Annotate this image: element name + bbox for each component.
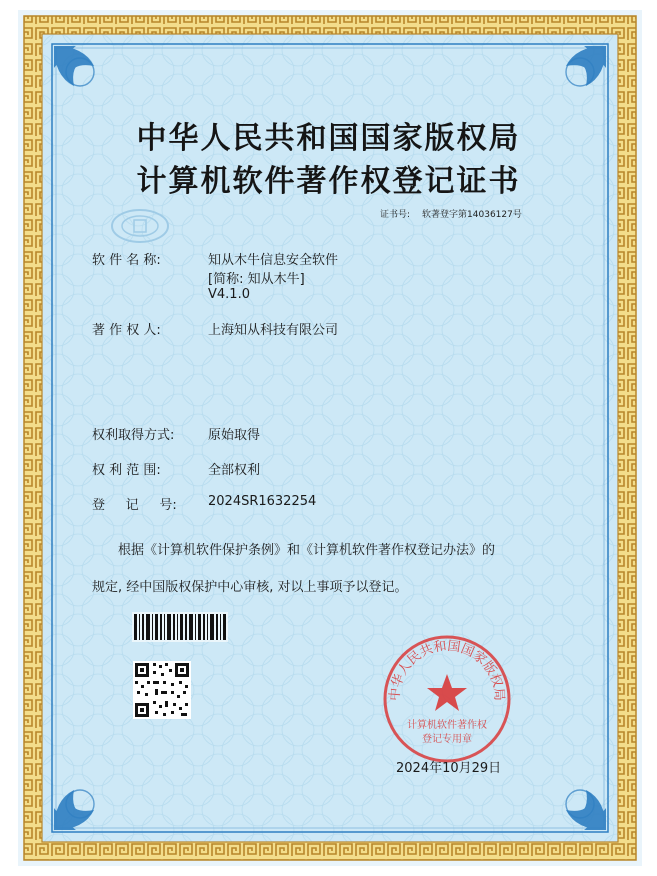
- certificate-title-line2: 计算机软件著作权登记证书: [136, 164, 521, 199]
- field-label-registration-no: 登 记 号:: [92, 498, 177, 513]
- field-value-scope: 全部权利: [208, 463, 261, 478]
- field-value-registration-no: 2024SR1632254: [208, 494, 317, 509]
- issue-date: 2024年10月29日: [396, 761, 502, 776]
- field-value-software-name: 知从木牛信息安全软件: [208, 253, 339, 268]
- field-label-software-name: 软 件 名 称:: [92, 253, 161, 268]
- seal-star-icon: [427, 674, 467, 711]
- watermark-emblem: [108, 206, 172, 250]
- official-seal: [378, 630, 516, 772]
- certificate-title-line1: 中华人民共和国国家版权局: [136, 121, 521, 156]
- field-label-acquisition: 权利取得方式:: [92, 428, 175, 443]
- barcode: [132, 612, 228, 646]
- seal-ring-text: 中华人民共和国国家版权局: [387, 638, 507, 702]
- field-label-scope: 权 利 范 围:: [92, 463, 161, 478]
- field-value-version: V4.1.0: [208, 287, 250, 302]
- certificate-number-label: 证书号:: [380, 210, 411, 220]
- statement-line2: 规定, 经中国版权保护中心审核, 对以上事项予以登记。: [92, 580, 408, 595]
- field-value-short-name: [简称: 知从木牛]: [208, 272, 305, 287]
- field-label-copyright-owner: 著 作 权 人:: [92, 323, 161, 338]
- statement-line1: 根据《计算机软件保护条例》和《计算机软件著作权登记办法》的: [118, 543, 496, 558]
- qr-code: [133, 661, 191, 723]
- certificate-number: [380, 207, 522, 220]
- certificate-number-value: 软著登字第14036127号: [422, 210, 522, 220]
- field-value-acquisition: 原始取得: [208, 428, 261, 443]
- seal-inner-line1: 计算机软件著作权: [407, 720, 487, 731]
- field-value-copyright-owner: 上海知从科技有限公司: [208, 323, 339, 338]
- seal-inner-line2: 登记专用章: [422, 734, 472, 745]
